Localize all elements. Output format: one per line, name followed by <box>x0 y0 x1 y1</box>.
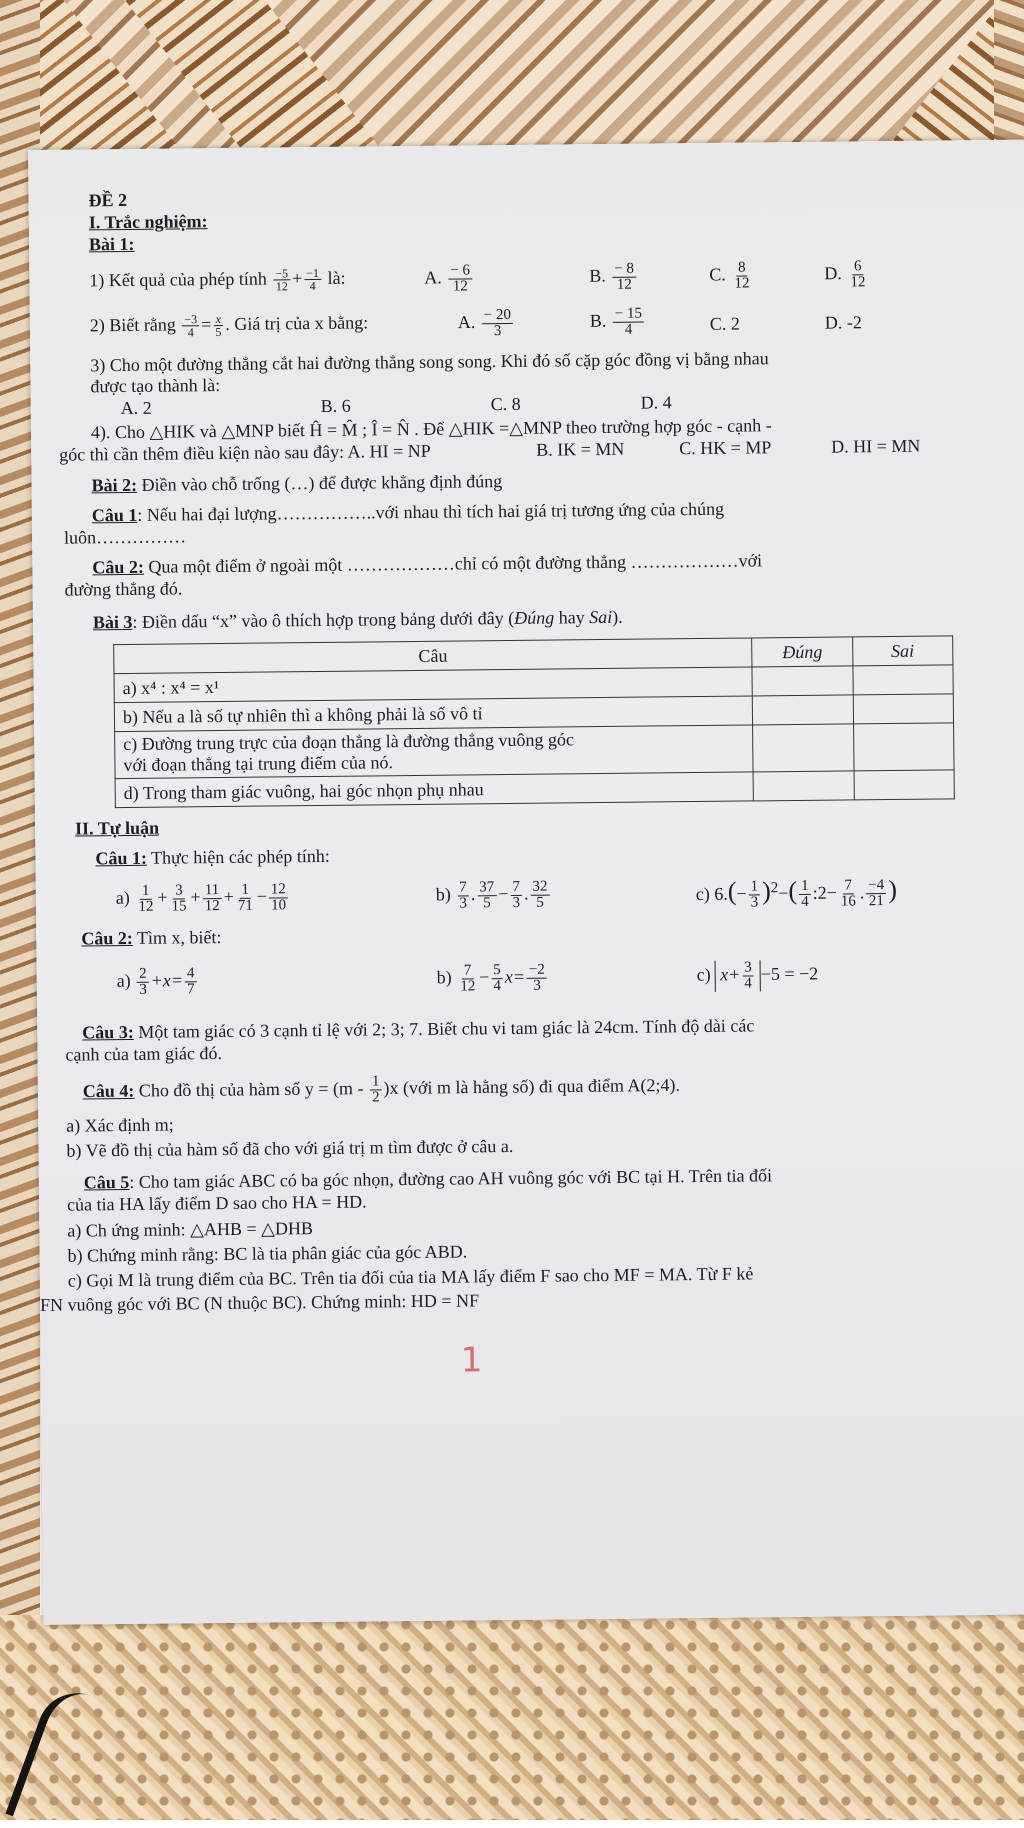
exercise-2-q2-line2: đường thẳng đó. <box>64 578 183 600</box>
essay-q5-line2: của tia HA lấy điểm D sao cho HA = HD. <box>66 1191 367 1215</box>
question-1: 1) Kết quả của phép tính $\frac{-5}{12}$ + $\frac{-1}{4}$ là: <box>89 266 346 294</box>
exercise-2-heading: Bài 2: Điền vào chỗ trống (…) để được khẳng định đúng <box>91 471 503 496</box>
q1-option-b[interactable]: B. $\frac{- 8}{12}$ <box>589 262 638 294</box>
q4-option-d[interactable]: D. HI = MN <box>831 435 921 457</box>
essay-q2: Câu 2: Tìm x, biết: <box>81 927 222 949</box>
question-4-line2 <box>59 440 431 466</box>
q1-text: 1) Kết quả của phép tính <box>89 268 267 291</box>
question-3-line1: 3) Cho một đường thẳng cắt hai đường thẳng song song. Khi đó số cặp góc đồng vị bằng nhau <box>90 348 769 376</box>
q3-option-a[interactable]: A. 2 <box>120 397 152 419</box>
essay-q5a: a) Ch ứng minh: △AHB = △DHB <box>67 1218 314 1241</box>
fraction: $\frac{-3}{4}$ <box>184 312 198 340</box>
exercise-2-q2: Câu 2: Qua một điểm ở ngoài một ………………chỉ có một đường thẳng ………………với <box>92 550 763 578</box>
answer-cell-dung[interactable] <box>753 724 854 772</box>
essay-q2a: a) $\frac{2}{3}$ +x= $\frac{4}{7}$ <box>116 965 195 998</box>
answer-cell-dung[interactable] <box>753 771 854 801</box>
question-2: 2) Biết rằng $\frac{-3}{4}$ = $\frac{x}{5}$ . Giá trị của x bằng: <box>89 312 369 340</box>
q3-option-b[interactable]: B. 6 <box>320 395 351 416</box>
q3-option-c[interactable]: C. 8 <box>490 393 521 415</box>
exam-paper <box>28 140 1024 1625</box>
background-bottom <box>0 1615 1024 1820</box>
q1-option-c[interactable]: C. $\frac{8}{12}$ <box>709 259 750 292</box>
essay-q2c: c) x+ $\frac{3}{4}$ −5 = −2 <box>696 959 819 992</box>
q2-option-b[interactable]: B. $\frac{- 15}{4}$ <box>590 307 647 339</box>
q4-option-a[interactable]: góc thì cần thêm điều kiện nào sau đây: A. HI = NP <box>59 440 431 465</box>
essay-q3: Câu 3: Một tam giác có 3 cạnh tỉ lệ với 2; 3; 7. Biết chu vi tam giác là 24cm. Tính độ dài các <box>82 1015 755 1043</box>
q4-option-b[interactable]: B. IK = MN <box>536 438 625 460</box>
q1-option-a[interactable]: A. $\frac{- 6}{12}$ <box>424 263 474 295</box>
page-number-mark: 1 <box>460 1340 483 1381</box>
section-heading: I. Trắc nghiệm: <box>88 211 208 233</box>
exercise-2-q1: Câu 1: Nếu hai đại lượng……………..với nhau thì tích hai giá trị tương ứng của chúng <box>91 498 725 526</box>
essay-q5: Câu 5: Cho tam giác ABC có ba góc nhọn, đường cao AH vuông góc với BC tại H. Trên tia đối <box>83 1165 773 1193</box>
q2-option-c[interactable]: C. 2 <box>709 313 740 334</box>
essay-q5c-line2: FN vuông góc với BC (N thuộc BC). Chứng minh: HD = NF <box>39 1290 480 1315</box>
answer-cell-sai[interactable] <box>853 694 954 724</box>
answer-cell-sai[interactable] <box>854 770 955 800</box>
cable <box>5 1682 92 1828</box>
statement-c: c) Đường trung trực của đoạn thẳng là đường thẳng vuông góc với đoạn thẳng tại trung điểm của nó. <box>115 725 754 779</box>
q2-option-d[interactable]: D. -2 <box>824 312 862 333</box>
exercise-2-q1-line2: luôn…………… <box>63 526 187 548</box>
fraction: $\frac{-5}{12}$ <box>275 266 289 294</box>
essay-q1a: a) $\frac{1}{12}$ + $\frac{3}{15}$ + $\frac{11}{12}$ + $\frac{1}{71}$ − $\frac{12}{10}$ <box>115 881 287 915</box>
part-2-heading: II. Tự luận <box>75 817 160 839</box>
exam-title: ĐỀ 2 <box>88 189 128 211</box>
exercise-heading: Bài 1: <box>88 233 135 255</box>
answer-cell-sai[interactable] <box>853 723 954 771</box>
answer-cell-dung[interactable] <box>753 695 854 725</box>
q1-option-d[interactable]: D. $\frac{6}{12}$ <box>824 258 866 291</box>
header-sai: Sai <box>852 636 953 666</box>
essay-q5c: c) Gọi M là trung điểm của BC. Trên tia đối của tia MA lấy điểm F sao cho MF = MA. Từ F kẻ <box>67 1263 754 1291</box>
answer-cell-sai[interactable] <box>853 665 954 695</box>
essay-q1: Câu 1: Thực hiện các phép tính: <box>95 845 330 869</box>
exercise-3-heading: Bài 3: Điền dấu “x” vào ô thích hợp trong bảng dưới đây (Đúng hay Sai). <box>92 606 623 633</box>
essay-q4a: a) Xác định m; <box>66 1114 174 1136</box>
true-false-table <box>113 635 955 808</box>
essay-q4b: b) Vẽ đồ thị của hàm số đã cho với giá trị m tìm được ở câu a. <box>66 1135 514 1161</box>
answer-cell-dung[interactable] <box>752 666 853 696</box>
q3-option-d[interactable]: D. 4 <box>640 392 672 413</box>
q2-option-a[interactable]: A. $\frac{- 20}{3}$ <box>458 308 516 340</box>
header-cau: Câu <box>114 638 753 674</box>
essay-q4: Câu 4: Cho đồ thị của hàm số y = (m - $\frac{1}{2}$ )x (với m là hằng số) đi qua điểm A(2;4). <box>82 1073 681 1106</box>
essay-q2b: b) $\frac{7}{12}$ − $\frac{5}{4}$ x= $\frac{-2}{3}$ <box>437 963 550 995</box>
fraction: $\frac{-1}{4}$ <box>306 266 320 294</box>
essay-q1b: b) $\frac{7}{3}$ . $\frac{37}{5}$ − $\frac{7}{3}$ . $\frac{32}{5}$ <box>436 880 552 912</box>
question-3-line2: được tạo thành là: <box>90 375 221 397</box>
header-dung: Đúng <box>752 637 853 667</box>
fraction: $\frac{x}{5}$ <box>215 312 222 340</box>
question-4-line1: 4). Cho △HIK và △MNP biết Ĥ = M̂ ; Î = N̂ . Để △HIK =△MNP theo trường hợp góc - cạnh - <box>90 415 772 443</box>
statement-d: d) Trong tham giác vuông, hai góc nhọn phụ nhau <box>115 772 754 808</box>
essay-q5b: b) Chứng minh rằng: BC là tia phân giác của góc ABD. <box>67 1241 468 1266</box>
q4-option-c[interactable]: C. HK = MP <box>679 437 772 459</box>
essay-q3-line2: cạnh của tam giác đó. <box>65 1043 223 1065</box>
statement-b: b) Nếu a là số tự nhiên thì a không phải là số vô tỉ <box>114 696 753 732</box>
essay-q1c: c) 6.(− $\frac{1}{3}$ )$^2$−( $\frac{1}{4}$ :2− $\frac{7}{16}$ . $\frac{-4}{21}$ ) <box>695 874 898 911</box>
statement-a: a) x⁴ : x⁴ = x¹ <box>114 667 753 703</box>
